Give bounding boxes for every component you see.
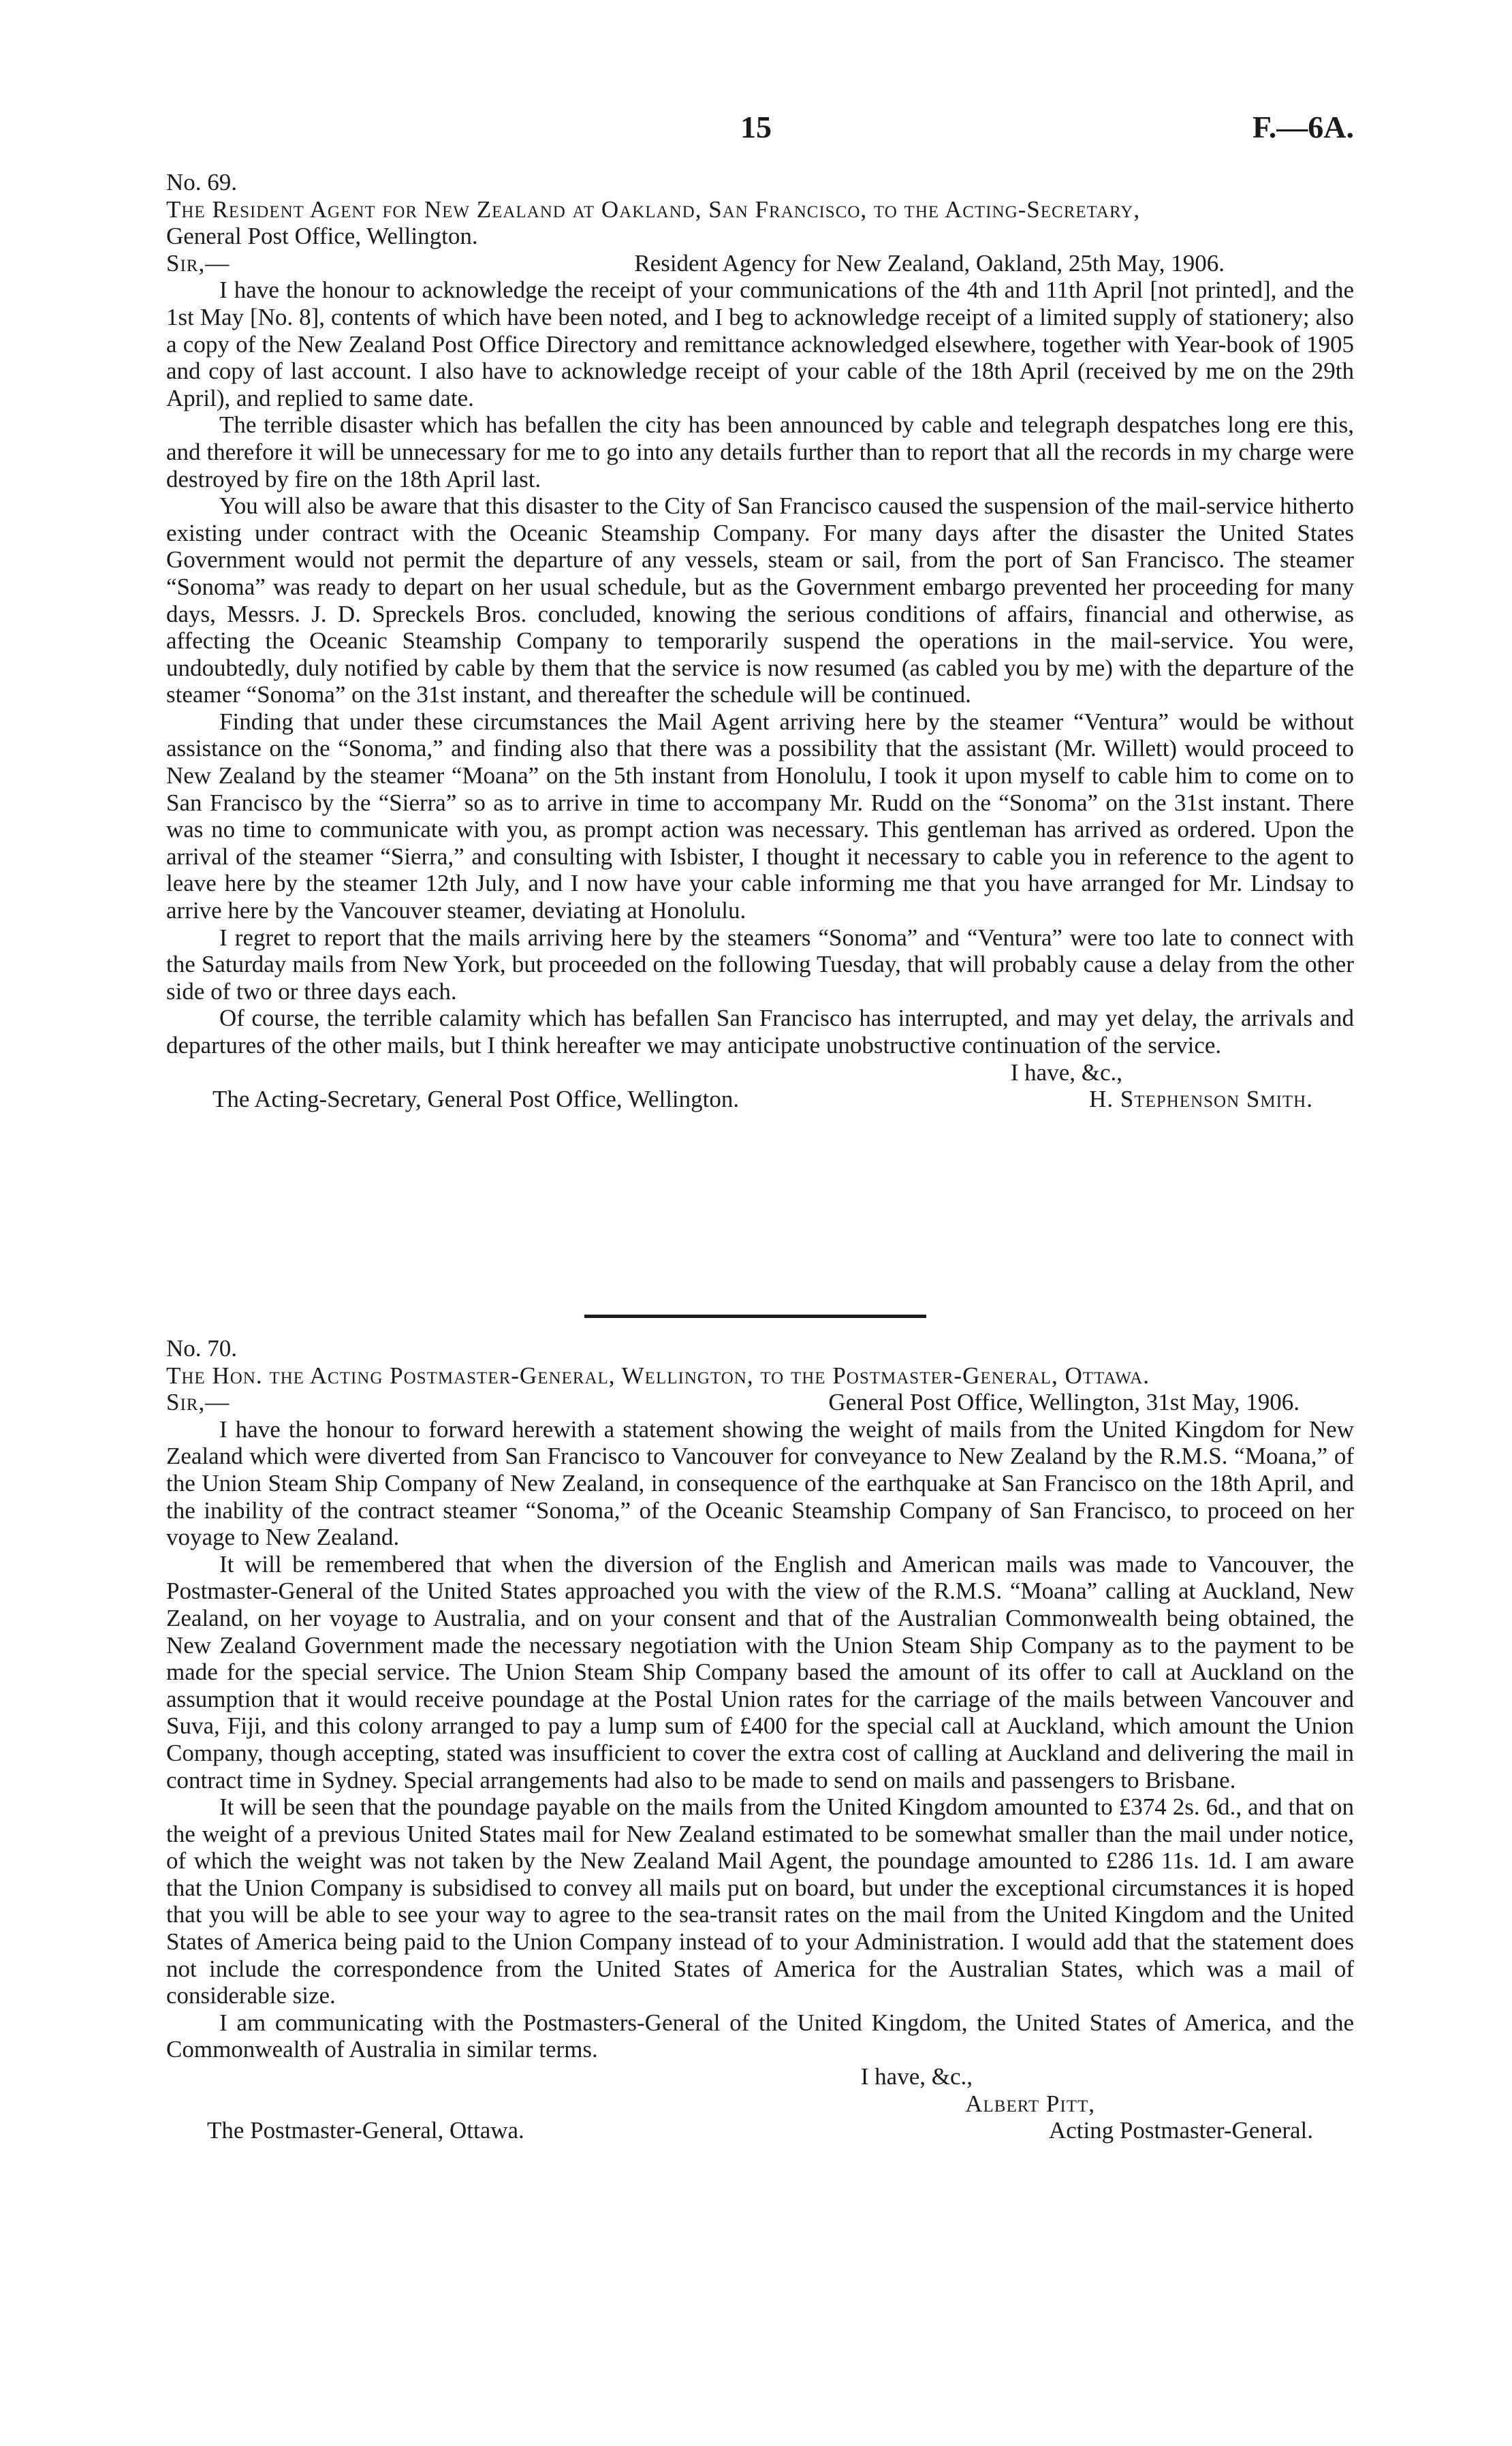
closing-row [166, 1059, 1354, 1086]
paragraph: I regret to report that the mails arriving here by the steamers “Sonoma” and “Ventura” were too late to connect with the Saturday mails from New York, but proceeded on the following Tuesday, that will probably cause a delay from the other side of two or three days each. [166, 924, 1354, 1005]
salutation: Sir,— [166, 1389, 230, 1416]
addressee: The Postmaster-General, Ottawa. [207, 2117, 524, 2144]
signature: H. Stephenson Smith. [1089, 1086, 1313, 1113]
paragraph: Of course, the terrible calamity which has befallen San Francisco has interrupted, and may yet delay, the arrivals and departures of the other mails, but I think hereafter we may anticipate unobstructive continuation of the service. [166, 1005, 1354, 1059]
salutation: Sir,— [166, 249, 230, 277]
dateline: General Post Office, Wellington, 31st May, 1906. [828, 1389, 1300, 1416]
running-header [0, 109, 1512, 150]
addressee: The Acting-Secretary, General Post Office, Wellington. [212, 1086, 740, 1113]
signature-name: Albert Pitt, [965, 2090, 1095, 2117]
letter-70 [166, 1335, 1354, 2144]
closing: I have, &c., [1010, 1059, 1122, 1086]
paragraph: It will be remembered that when the diversion of the English and American mails was made to Vancouver, the Postmaster-General of the United States approached you with the view of the R.M.S. “Moana” calling at Auckland, New Zealand, on her voyage to Australia, and on your consent and that of the Australian Commonwealth being obtained, the New Zealand Government made the necessary negotiation with the Union Steam Ship Company as to the payment to be made for the special service. The Union Steam Ship Company based the amount of its offer to call at Auckland on the assumption that it would receive poundage at the Postal Union rates for the carriage of the mails between Vancouver and Suva, Fiji, and this colony arranged to pay a lump sum of £400 for the special call at Auckland, which amount the Union Company, though accepting, stated was insufficient to cover the extra cost of calling at Auckland and delivering the mail in contract time in Sydney. Special arrangements had also to be made to send on mails and passengers to Brisbane. [166, 1550, 1354, 1793]
paragraph: You will also be aware that this disaster to the City of San Francisco caused the suspension of the mail-service hitherto existing under contract with the Oceanic Steamship Company. For many days after the disaster the United States Government would not permit the departure of any vessels, steam or sail, from the port of San Francisco. The steamer “Sonoma” was ready to depart on her usual schedule, but as the Government embargo prevented her proceeding for many days, Messrs. J. D. Spreckels Bros. concluded, knowing the serious conditions of affairs, financial and otherwise, as affecting the Oceanic Steamship Company to temporarily suspend the operations in the mail-service. You were, undoubtedly, duly notified by cable by them that the service is now resumed (as cabled you by me) with the departure of the steamer “Sonoma” on the 31st instant, and thereafter the schedule will be continued. [166, 492, 1354, 708]
signature-title: Acting Postmaster-General. [1048, 2117, 1313, 2144]
paragraph: The terrible disaster which has befallen the city has been announced by cable and telegraph despatches long ere this, and therefore it will be unnecessary for me to go into any details further than to report that all the records in my charge were destroyed by fire on the 18th April last. [166, 411, 1354, 492]
paragraph: Finding that under these circumstances the Mail Agent arriving here by the steamer “Ventura” would be without assistance on the “Sonoma,” and finding also that there was a possibility that the assistant (Mr. Willett) would proceed to New Zealand by the steamer “Moana” on the 5th instant from Honolulu, I took it upon myself to cable him to come on to San Francisco by the “Sierra” so as to arrive in time to accompany Mr. Rudd on the “Sonoma” on the 31st instant. There was no time to communicate with you, as prompt action was necessary. This gentleman has arrived as ordered. Upon the arrival of the steamer “Sierra,” and consulting with Isbister, I thought it necessary to cable you in reference to the agent to leave here by the steamer 12th July, and I now have your cable informing me that you have arranged for Mr. Lindsay to arrive here by the Vancouver steamer, deviating at Honolulu. [166, 708, 1354, 924]
letter-number: No. 70. [166, 1335, 238, 1362]
addressee-title-row [166, 2117, 1354, 2144]
addressee-signature-row [166, 1086, 1354, 1113]
signature-name-row [166, 2090, 1354, 2118]
page-number: 15 [740, 110, 772, 144]
letter-heading: The Resident Agent for New Zealand at Oakland, San Francisco, to the Acting-Secretary, [166, 195, 1141, 223]
letter-69 [166, 169, 1354, 1113]
salutation-dateline-row [166, 1389, 1354, 1416]
paper-reference: F.—6A. [1252, 110, 1354, 144]
salutation-dateline-row [166, 250, 1354, 277]
letter-heading: The Hon. the Acting Postmaster-General, Wellington, to the Postmaster-General, Ottawa. [166, 1362, 1150, 1389]
paragraph: I have the honour to acknowledge the receipt of your communications of the 4th and 11th April [not printed], and the 1st May [No. 8], contents of which have been noted, and I beg to acknowledge receipt of a limited supply of stationery; also a copy of the New Zealand Post Office Directory and remittance acknowledged elsewhere, together with Year-book of 1905 and copy of last account. I also have to acknowledge receipt of your cable of the 18th April (received by me on the 29th April), and replied to same date. [166, 277, 1354, 411]
letter-number: No. 69. [166, 169, 238, 195]
closing-row [166, 2063, 1354, 2090]
dateline: Resident Agency for New Zealand, Oakland, 25th May, 1906. [634, 249, 1225, 277]
paragraph: I have the honour to forward herewith a statement showing the weight of mails from the United Kingdom for New Zealand which were diverted from San Francisco to Vancouver for conveyance to New Zealand by the R.M.S. “Moana,” of the Union Steam Ship Company of New Zealand, in consequence of the earthquake at San Francisco on the 18th April, and the inability of the contract steamer “Sonoma,” of the Oceanic Steamship Company of San Francisco, to proceed on her voyage to New Zealand. [166, 1415, 1354, 1551]
paragraph: It will be seen that the poundage payable on the mails from the United Kingdom amounted to £374 2s. 6d., and that on the weight of a previous United States mail for New Zealand estimated to be somewhat smaller than the mail under notice, of which the weight was not taken by the New Zealand Mail Agent, the poundage amounted to £286 11s. 1d. I am aware that the Union Company is subsidised to convey all mails put on board, but under the exceptional circumstances it is hoped that you will be able to see your way to agree to the sea-transit rates on the mail from the United Kingdom and the United States of America being paid to the Union Company instead of to your Administration. I would add that the statement does not include the correspondence from the United States of America for the Australian States, which was a mail of considerable size. [166, 1793, 1354, 2009]
letter-heading-continued: General Post Office, Wellington. [166, 223, 478, 250]
closing: I have, &c., [860, 2063, 973, 2090]
paragraph: I am communicating with the Postmasters-General of the United Kingdom, the United States of America, and the Commonwealth of Australia in similar terms. [166, 2009, 1354, 2063]
section-divider [584, 1315, 926, 1318]
